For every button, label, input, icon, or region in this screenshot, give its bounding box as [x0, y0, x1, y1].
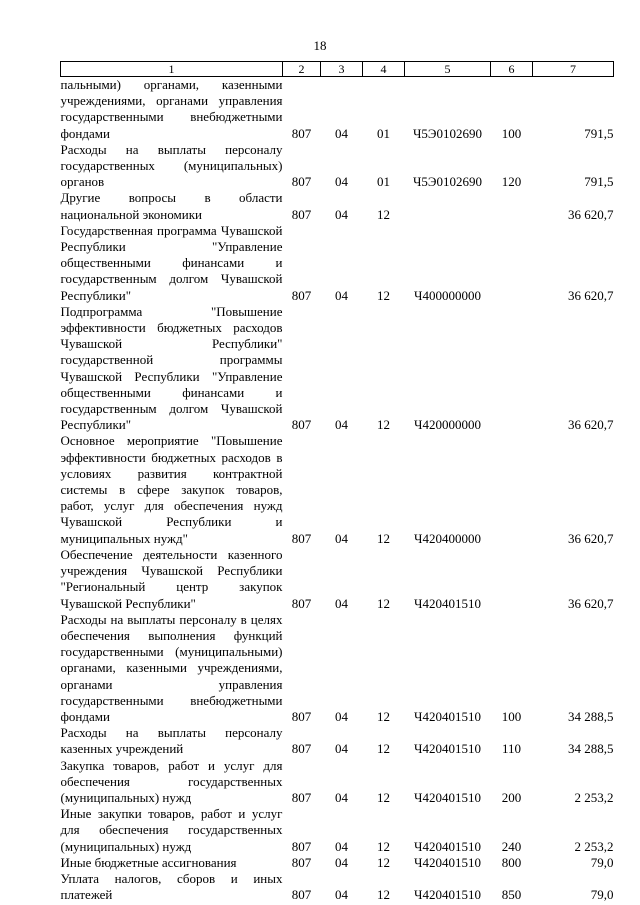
row-expense-type-cell: 850 — [501, 887, 522, 903]
row-code-cell: 807 — [291, 174, 312, 190]
row-name-cell: Обеспечение деятельности казенного учреждения Чувашской Республики "Региональный центр закупок Чувашской Республики" — [60, 546, 283, 611]
table-row — [61, 142, 614, 191]
page-number: 18 — [313, 38, 327, 53]
row-expense-type-cell: 110 — [501, 741, 522, 757]
table-row — [61, 725, 614, 757]
table-row — [61, 758, 614, 807]
row-expense-type-cell: 100 — [501, 125, 522, 141]
column-header: 5 — [405, 62, 491, 77]
row-section-cell: 04 — [335, 125, 348, 141]
row-name-cell: Уплата налогов, сборов и иных платежей — [60, 870, 283, 903]
row-section-cell: 04 — [335, 530, 348, 546]
row-name-cell: Закупка товаров, работ и услуг для обеспечения государственных (муниципальных) нужд — [60, 757, 283, 805]
row-amount-cell: 36 620,7 — [568, 206, 614, 222]
row-name-cell: Расходы на выплаты персоналу в целях обеспечения выполнения функций государственными (муниципальными) органами, казенными учреждениями, органами управления государственными внебюджетными фондами — [60, 611, 283, 724]
row-code-cell: 807 — [291, 708, 312, 724]
row-amount-cell: 2 253,2 — [574, 789, 614, 805]
table-body — [61, 77, 614, 904]
row-subsection-cell: 12 — [377, 417, 390, 433]
row-amount-cell: 36 620,7 — [568, 595, 614, 611]
row-section-cell: 04 — [335, 417, 348, 433]
row-target-article-cell: Ч5Э0102690 — [412, 174, 483, 190]
row-amount-cell: 79,0 — [590, 887, 614, 903]
column-header: 6 — [491, 62, 533, 77]
column-header: 7 — [533, 62, 614, 77]
table-row — [61, 612, 614, 725]
row-expense-type-cell — [491, 304, 533, 434]
row-section-cell: 04 — [335, 887, 348, 903]
row-amount-cell: 36 620,7 — [568, 287, 614, 303]
row-amount-cell: 2 253,2 — [574, 838, 614, 854]
table-header-row — [61, 62, 614, 77]
row-code-cell: 807 — [291, 417, 312, 433]
row-subsection-cell: 12 — [377, 887, 390, 903]
row-amount-cell: 791,5 — [584, 125, 614, 141]
row-name-cell: пальными) органами, казенными учреждениями, органами управления государственными внебюджетными фондами — [60, 77, 283, 141]
row-section-cell: 04 — [335, 854, 348, 870]
row-code-cell: 807 — [291, 854, 312, 870]
row-target-article-cell: Ч420401510 — [414, 741, 481, 757]
row-amount-cell: 34 288,5 — [568, 708, 614, 724]
table-row — [61, 855, 614, 871]
row-subsection-cell: 12 — [377, 708, 390, 724]
row-section-cell: 04 — [335, 595, 348, 611]
table-row — [61, 433, 614, 546]
row-target-article-cell: Ч420401510 — [414, 595, 481, 611]
row-expense-type-cell — [491, 223, 533, 304]
row-amount-cell: 34 288,5 — [568, 741, 614, 757]
row-subsection-cell: 12 — [377, 206, 390, 222]
row-section-cell: 04 — [335, 838, 348, 854]
row-subsection-cell: 12 — [377, 854, 390, 870]
row-target-article-cell: Ч420401510 — [414, 887, 481, 903]
row-subsection-cell: 12 — [377, 838, 390, 854]
table-row — [61, 223, 614, 304]
row-target-article-cell: Ч400000000 — [414, 287, 481, 303]
row-expense-type-cell — [491, 190, 533, 222]
row-expense-type-cell: 120 — [501, 174, 522, 190]
table-row — [61, 190, 614, 222]
row-code-cell: 807 — [291, 789, 312, 805]
row-code-cell: 807 — [291, 838, 312, 854]
row-section-cell: 04 — [335, 708, 348, 724]
row-target-article-cell: Ч420401510 — [414, 708, 481, 724]
row-target-article-cell: Ч420400000 — [414, 530, 481, 546]
row-subsection-cell: 01 — [377, 174, 390, 190]
column-header: 2 — [283, 62, 321, 77]
row-target-article-cell: Ч5Э0102690 — [412, 125, 483, 141]
row-amount-cell: 36 620,7 — [568, 530, 614, 546]
row-section-cell: 04 — [335, 174, 348, 190]
row-expense-type-cell — [491, 547, 533, 612]
table-row — [61, 77, 614, 142]
row-amount-cell: 791,5 — [584, 174, 614, 190]
row-subsection-cell: 12 — [377, 287, 390, 303]
row-name-cell: Расходы на выплаты персоналу казенных учреждений — [60, 725, 283, 757]
budget-table — [60, 61, 614, 903]
table-row — [61, 304, 614, 434]
row-expense-type-cell: 240 — [501, 838, 522, 854]
row-code-cell: 807 — [291, 530, 312, 546]
row-expense-type-cell — [491, 433, 533, 546]
row-target-article-cell: Ч420401510 — [414, 789, 481, 805]
row-section-cell: 04 — [335, 287, 348, 303]
row-target-article-cell — [405, 190, 491, 222]
row-section-cell: 04 — [335, 206, 348, 222]
row-code-cell: 807 — [291, 206, 312, 222]
row-expense-type-cell: 800 — [501, 854, 522, 870]
row-amount-cell: 79,0 — [590, 854, 614, 870]
row-code-cell: 807 — [291, 125, 312, 141]
row-code-cell: 807 — [291, 287, 312, 303]
row-code-cell: 807 — [291, 741, 312, 757]
row-expense-type-cell: 100 — [501, 708, 522, 724]
row-name-cell: Иные бюджетные ассигнования — [60, 854, 237, 870]
row-name-cell: Расходы на выплаты персоналу государственных (муниципальных) органов — [60, 141, 283, 190]
row-code-cell: 807 — [291, 887, 312, 903]
row-subsection-cell: 12 — [377, 595, 390, 611]
row-section-cell: 04 — [335, 789, 348, 805]
row-subsection-cell: 12 — [377, 530, 390, 546]
row-section-cell: 04 — [335, 741, 348, 757]
column-header: 4 — [363, 62, 405, 77]
row-target-article-cell: Ч420000000 — [414, 417, 481, 433]
row-name-cell: Подпрограмма "Повышение эффективности бюджетных расходов Чувашской Республики" государственной программы Чувашской Республики "Управление общественными финансами и государственным долгом Чувашской Республики" — [60, 303, 283, 433]
table-row — [61, 871, 614, 903]
table-row — [61, 806, 614, 855]
row-subsection-cell: 01 — [377, 125, 390, 141]
row-code-cell: 807 — [291, 595, 312, 611]
table-row — [61, 547, 614, 612]
column-header: 1 — [61, 62, 283, 77]
row-name-cell: Другие вопросы в области национальной экономики — [60, 190, 283, 222]
row-expense-type-cell: 200 — [501, 789, 522, 805]
row-target-article-cell: Ч420401510 — [414, 838, 481, 854]
row-name-cell: Иные закупки товаров, работ и услуг для обеспечения государственных (муниципальных) нужд — [60, 806, 283, 854]
row-name-cell: Основное мероприятие "Повышение эффективности бюджетных расходов в условиях развития контрактной системы в сфере закупок товаров, работ, услуг для обеспечения нужд Чувашской Республики и муниципальных нужд" — [60, 433, 283, 546]
row-name-cell: Государственная программа Чувашской Республики "Управление общественными финансами и государственным долгом Чувашской Республики" — [60, 222, 283, 303]
row-amount-cell: 36 620,7 — [568, 417, 614, 433]
row-target-article-cell: Ч420401510 — [414, 854, 481, 870]
row-subsection-cell: 12 — [377, 741, 390, 757]
column-header: 3 — [321, 62, 363, 77]
row-subsection-cell: 12 — [377, 789, 390, 805]
